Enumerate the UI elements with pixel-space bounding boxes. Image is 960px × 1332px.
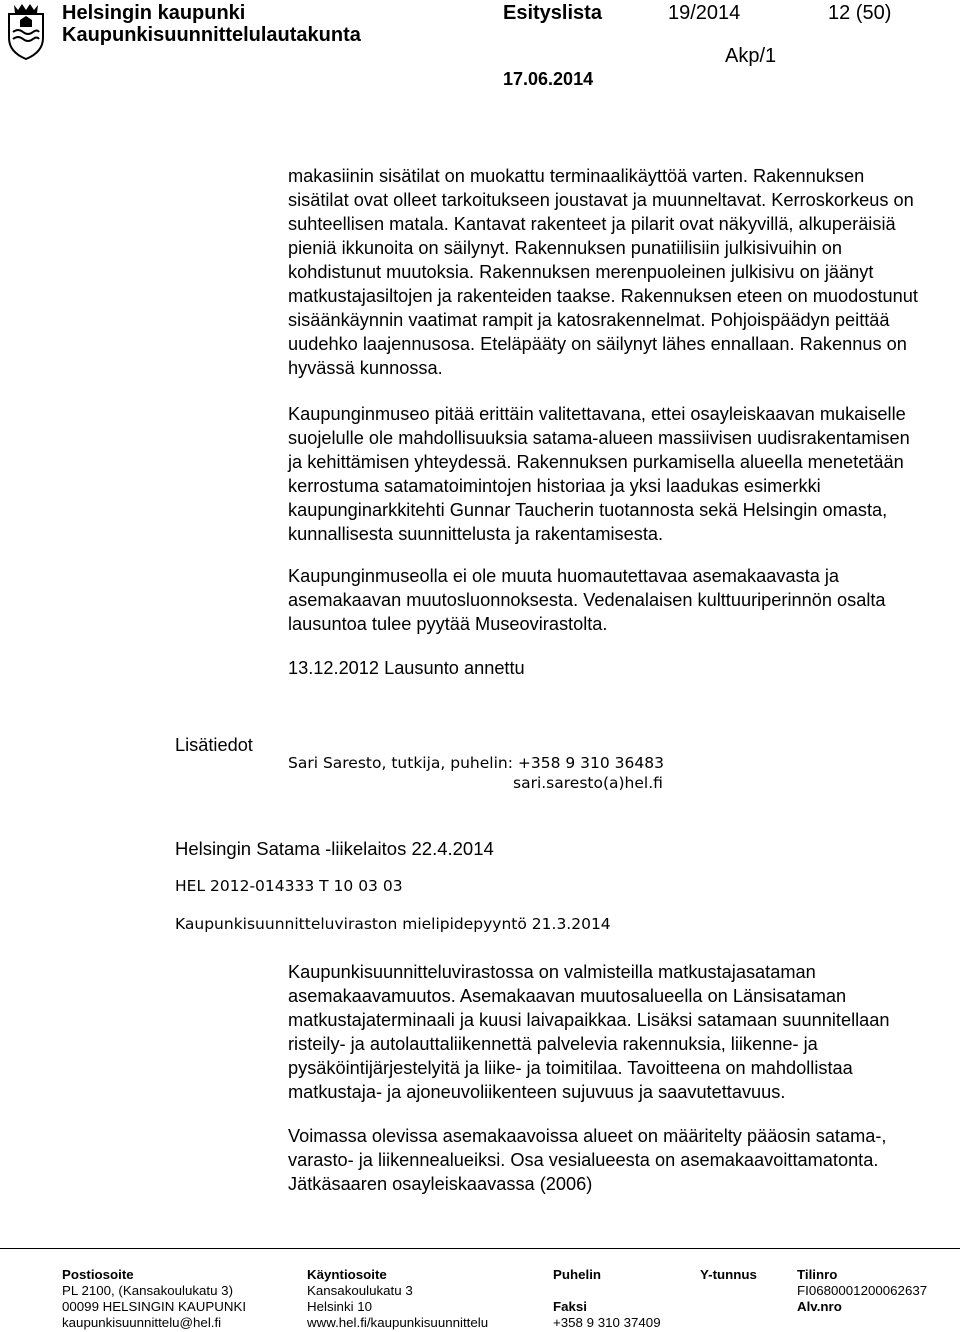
- paragraph: Kaupunginmuseolla ei ole muuta huomautettavaa asemakaavasta ja asemakaavan muutosluonnoksesta. Vedenalaisen kulttuuriperinnön osalta lausuntoa tulee pyytää Museovirastolta.: [288, 566, 886, 634]
- subreference: Kaupunkisuunnitteluviraston mielipidepyyntö 21.3.2014: [175, 915, 611, 933]
- footer-kayntiosoite-2: Helsinki 10: [307, 1299, 373, 1314]
- header-item: Akp/1: [725, 45, 777, 67]
- header-number: 19/2014: [668, 2, 741, 24]
- header-board: Kaupunkisuunnittelulautakunta: [62, 24, 361, 46]
- body-section-2: [288, 960, 933, 1196]
- header-date: 17.06.2014: [503, 69, 594, 89]
- paragraph: Kaupunkisuunnitteluvirastossa on valmisteilla matkustajasataman asemakaavamuutos. Asemakaavan muutosalueella on Länsisataman matkustajaterminaali ja kuusi laivapaikkaa. Lisäksi satamaan suunnitellaan risteily- ja autolauttaliikennettä palvelevia rakennuksia, liikenne- ja pysäköintijärjestelyitä ja liike- ja toimitilaa. Tavoitteena on mahdollistaa matkustaja- ja ajoneuvoliikenteen sujuvuus ja saavutettavuus.: [288, 962, 890, 1102]
- footer-puhelin-label: Puhelin: [553, 1267, 602, 1282]
- contact-email: sari.saresto(a)hel.fi: [513, 774, 663, 792]
- header-doc-type: Esityslista: [503, 2, 602, 24]
- paragraph: 13.12.2012 Lausunto annettu: [288, 658, 525, 678]
- footer-website-link[interactable]: www.hel.fi/kaupunkisuunnittelu: [307, 1315, 489, 1330]
- helsinki-crest-icon: [6, 2, 46, 60]
- paragraph: makasiinin sisätilat on muokattu terminaalikäyttöä varten. Rakennuksen sisätilat ovat olleet tarkoitukseen joustavat ja muunneltavat. Kerroskorkeus on suhteellisen matala. Kantavat rakenteet ja pilarit ovat näkyvillä, alkuperäisiä pieniä ikkunoita on säilynyt. Rakennuksen punatiilisiin julkisivuihin on kohdistunut muutoksia. Rakennuksen merenpuoleinen julkisivu on jäänyt matkustajasiltojen ja rakenteiden taakse. Rakennuksen eteen on muodostunut sisäänkäynnin vaatimat rampit ja katosrakennelmat. Pohjoispäädyn peittää uudehko laajennusosa. Eteläpääty on säilynyt lähes ennallaan. Rakennus on hyvässä kunnossa.: [288, 166, 918, 378]
- section-title: Helsingin Satama -liikelaitos 22.4.2014: [175, 838, 494, 859]
- paragraph: Kaupunginmuseo pitää erittäin valitettavana, ettei osayleiskaavan mukaiselle suojelulle ole mahdollisuuksia satama-alueen massiivisen uudisrakentamisen ja kehittämisen yhteydessä. Rakennuksen purkamisella alueella menetetään kerrostuma satamatoimintojen historiaa ja yksi laadukas esimerkki kaupunginarkkitehti Gunnar Taucherin tuotannosta sekä Helsingin omasta, kunnallisesta suunnittelusta ja rakentamisesta.: [288, 404, 910, 544]
- footer-faksi-label: Faksi: [553, 1299, 588, 1314]
- body-section-1: [288, 164, 928, 680]
- lisatiedot-label: Lisätiedot: [175, 735, 253, 755]
- footer-ytunnus-label: Y-tunnus: [700, 1267, 757, 1282]
- footer-tilinro-label: Tilinro: [797, 1267, 838, 1282]
- reference-number: HEL 2012-014333 T 10 03 03: [175, 877, 403, 895]
- footer-alvnro-label: Alv.nro: [797, 1299, 842, 1314]
- paragraph: Voimassa olevissa asemakaavoissa alueet on määritelty pääosin satama-, varasto- ja liikennealueiksi. Osa vesialueesta on asemakaavoittamatonta. Jätkäsaaren osayleiskaavassa (2006): [288, 1126, 887, 1194]
- footer-email-link[interactable]: kaupunkisuunnittelu@hel.fi: [62, 1315, 222, 1330]
- footer-faksi: +358 9 310 37409: [553, 1315, 661, 1330]
- header-city: Helsingin kaupunki: [62, 2, 246, 24]
- footer-postiosoite-2: 00099 HELSINGIN KAUPUNKI: [62, 1299, 247, 1314]
- footer-postiosoite-1: PL 2100, (Kansakoulukatu 3): [62, 1283, 234, 1298]
- contact-line: Sari Saresto, tutkija, puhelin: +358 9 310 36483: [288, 754, 664, 772]
- footer-postiosoite-label: Postiosoite: [62, 1267, 134, 1282]
- footer-tilinro: FI0680001200062637: [797, 1283, 928, 1298]
- header-page: 12 (50): [828, 2, 892, 24]
- footer-kayntiosoite-label: Käyntiosoite: [307, 1267, 387, 1282]
- footer-divider: [0, 1248, 960, 1249]
- footer-kayntiosoite-1: Kansakoulukatu 3: [307, 1283, 413, 1298]
